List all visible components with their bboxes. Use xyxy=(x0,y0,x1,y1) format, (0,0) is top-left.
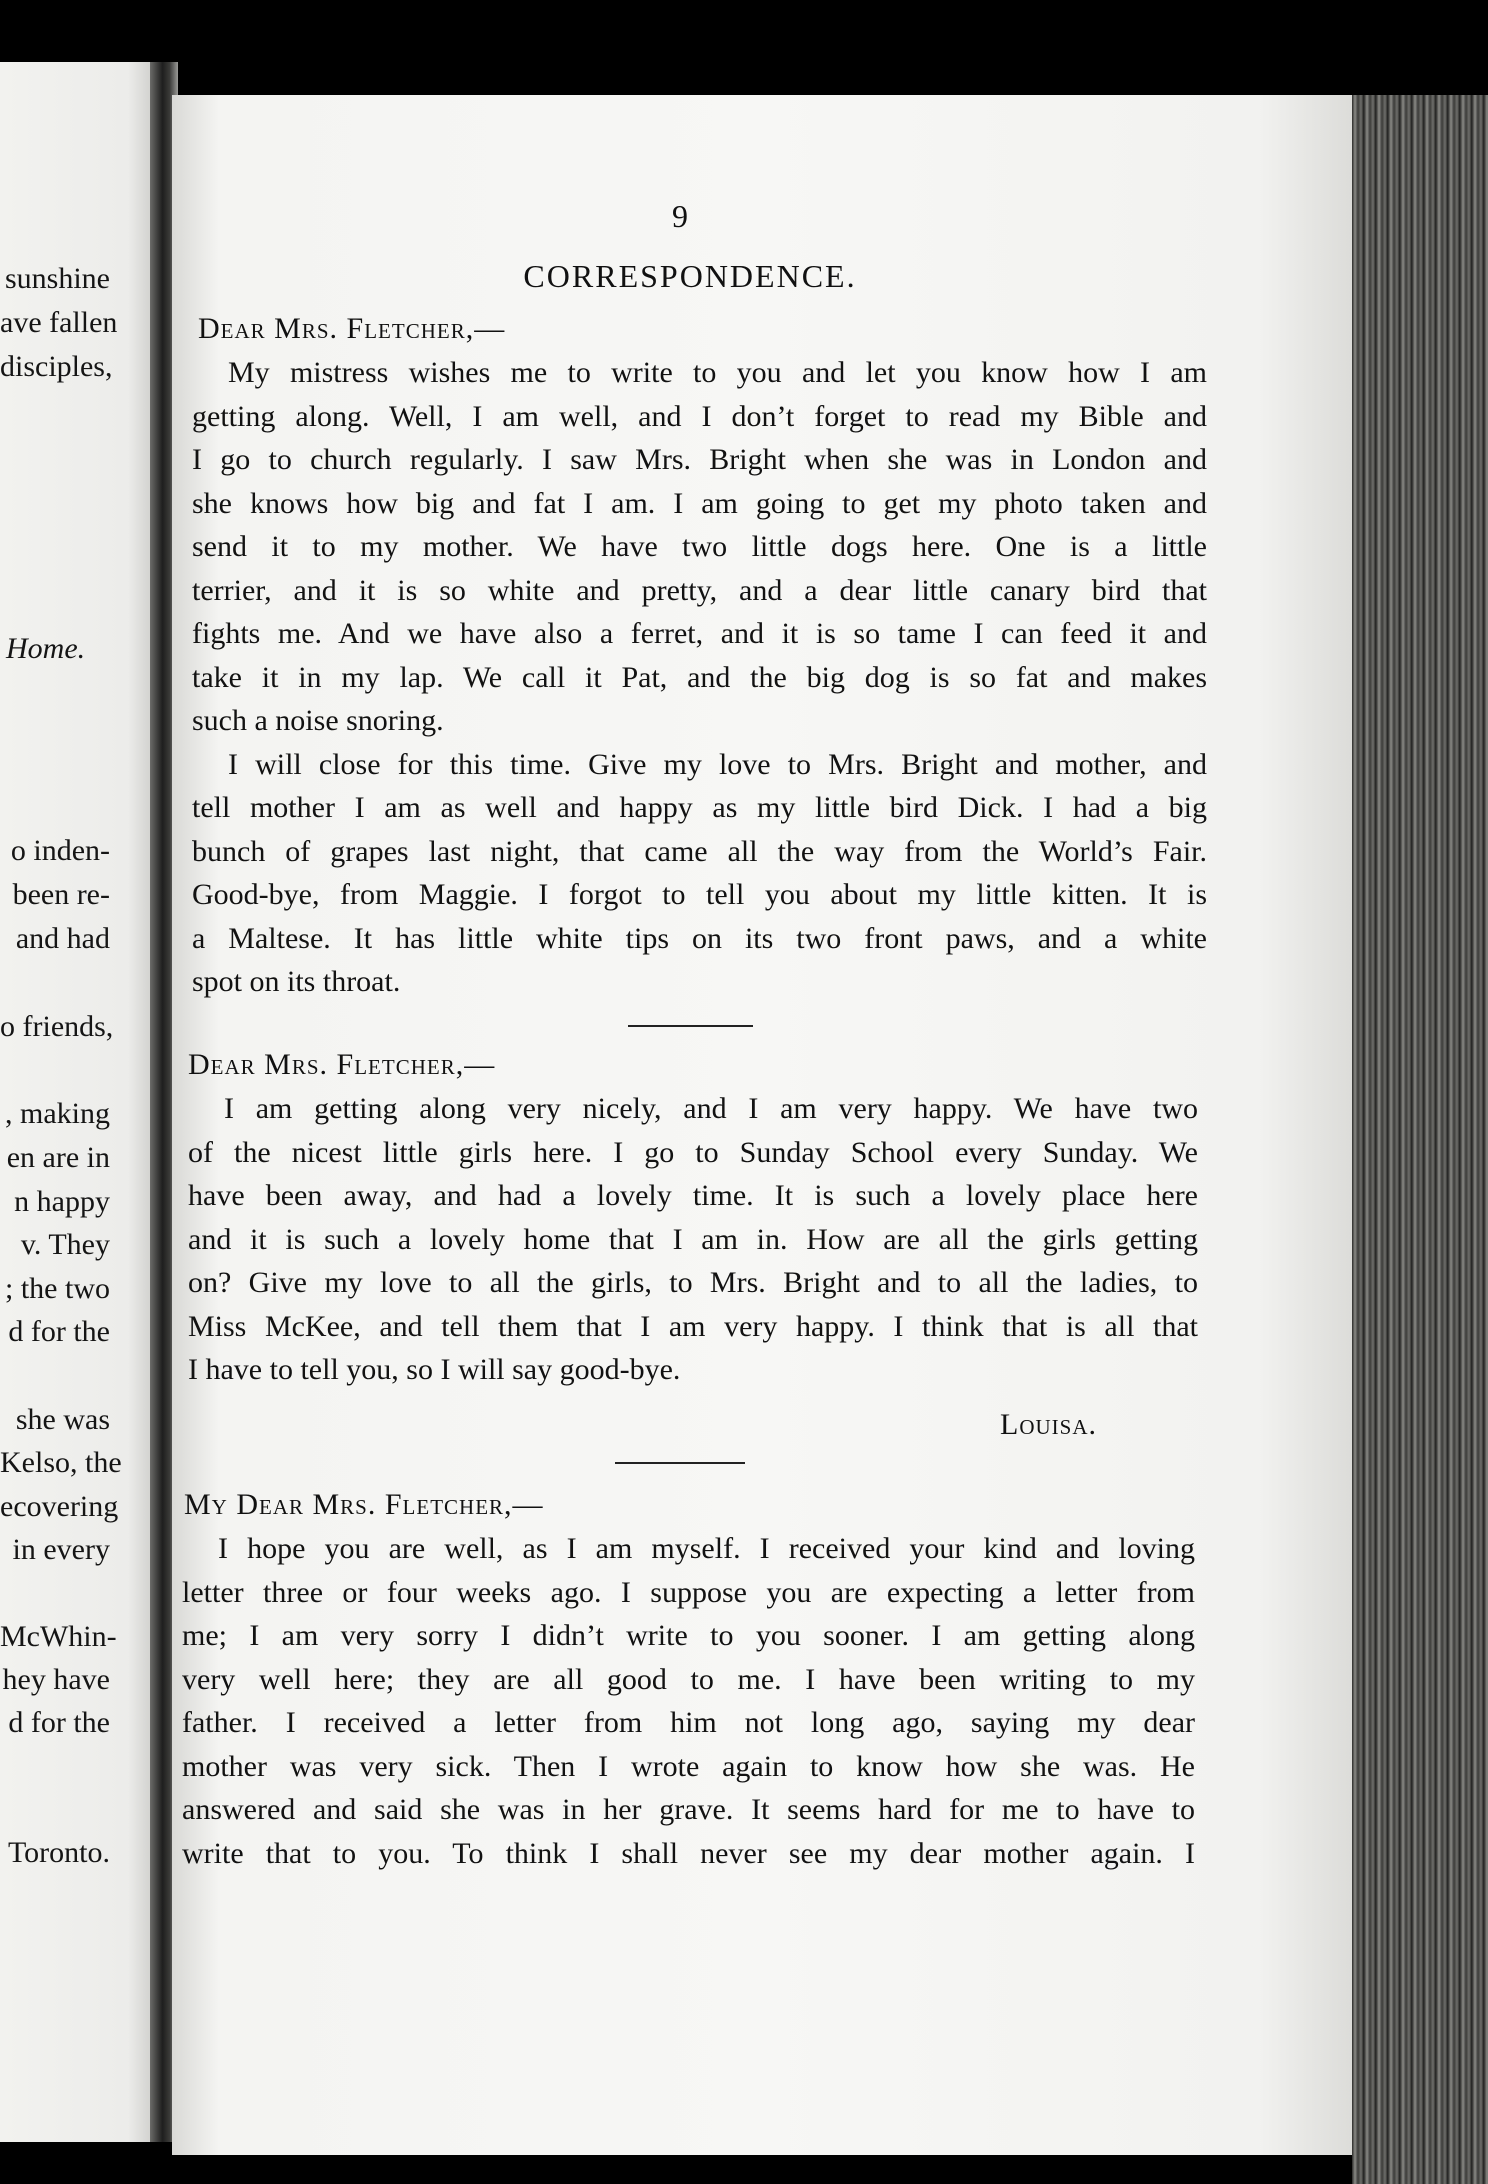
facing-page-line: ave fallen xyxy=(0,306,118,339)
facing-page-line: v. They xyxy=(20,1228,110,1261)
page-heading: CORRESPONDENCE. xyxy=(523,258,857,294)
letter1-line: tell mother I am as well and happy as my little bird Dick. I had a big xyxy=(192,791,1207,824)
letter3-line: write that to you. To think I shall never see my dear mother again. I xyxy=(182,1836,1195,1870)
facing-page-line: d for the xyxy=(8,1315,110,1348)
facing-page-line: o friends, xyxy=(0,1010,114,1043)
letter2-line: on? Give my love to all the girls, to Mrs. Bright and to all the ladies, to xyxy=(188,1266,1198,1299)
letter2-line: I am getting along very nicely, and I am very happy. We have two xyxy=(224,1092,1198,1125)
letter2-signature: Louisa. xyxy=(1000,1408,1097,1441)
letter1-line: a Maltese. It has little white tips on its two front paws, and a white xyxy=(192,921,1207,955)
letter3-line: letter three or four weeks ago. I suppose you are expecting a letter from xyxy=(182,1575,1195,1609)
letter1-line: getting along. Well, I am well, and I don’t forget to read my Bible and xyxy=(192,399,1207,433)
letter2-line: of the nicest little girls here. I go to Sunday School every Sunday. We xyxy=(188,1135,1198,1169)
letter1-salutation: Dear Mrs. Fletcher,— xyxy=(198,312,506,345)
letter3-line: father. I received a letter from him not long ago, saying my dear xyxy=(182,1706,1195,1739)
letter1-line: fights me. And we have also a ferret, and it is so tame I can feed it and xyxy=(192,617,1207,650)
facing-page-line: hey have xyxy=(2,1663,110,1696)
letter1-line: such a noise snoring. xyxy=(192,704,444,737)
page-number: 9 xyxy=(672,198,688,234)
letter1-line: bunch of grapes last night, that came all the way from the World’s Fair. xyxy=(192,834,1207,868)
letter2-line: I have to tell you, so I will say good-bye. xyxy=(188,1353,681,1386)
facing-page-line: Home. xyxy=(6,632,86,665)
letter3-line: mother was very sick. Then I wrote again to know how she was. He xyxy=(182,1749,1195,1783)
letter2-salutation: Dear Mrs. Fletcher,— xyxy=(188,1048,496,1081)
letter3-line: very well here; they are all good to me. I have been writing to my xyxy=(182,1662,1195,1696)
letter1-line: I go to church regularly. I saw Mrs. Bright when she was in London and xyxy=(192,443,1207,476)
facing-page-line: sunshine xyxy=(5,262,110,295)
facing-page-line: , making xyxy=(5,1097,110,1130)
facing-page-line: in every xyxy=(12,1533,110,1566)
facing-page xyxy=(0,62,160,2142)
letter-divider xyxy=(628,1025,753,1027)
facing-page-line: d for the xyxy=(8,1706,110,1739)
letter1-line: Good-bye, from Maggie. I forgot to tell you about my little kitten. It is xyxy=(192,878,1207,911)
facing-page-line: ecovering xyxy=(0,1490,119,1523)
letter1-line: take it in my lap. We call it Pat, and the big dog is so fat and makes xyxy=(192,660,1207,694)
letter1-line: I will close for this time. Give my love to Mrs. Bright and mother, and xyxy=(228,747,1207,781)
letter3-salutation: My Dear Mrs. Fletcher,— xyxy=(184,1488,544,1521)
facing-page-line: ; the two xyxy=(5,1272,110,1305)
facing-page-line: en are in xyxy=(6,1141,110,1174)
letter1-line: send it to my mother. We have two little dogs here. One is a little xyxy=(192,530,1207,563)
letter2-line: have been away, and had a lovely time. It is such a lovely place here xyxy=(188,1179,1198,1212)
facing-page-line: Toronto. xyxy=(7,1836,110,1869)
facing-page-line: been re- xyxy=(12,878,110,911)
letter1-line: My mistress wishes me to write to you and let you know how I am xyxy=(228,356,1207,389)
facing-page-line: and had xyxy=(15,922,110,955)
facing-page-line: Kelso, the xyxy=(0,1446,122,1479)
letter1-line: spot on its throat. xyxy=(192,965,401,998)
letter1-line: she knows how big and fat I am. I am going to get my photo taken and xyxy=(192,486,1207,520)
letter-divider xyxy=(615,1462,745,1464)
page-edges xyxy=(1352,95,1488,2184)
facing-page-line: she was xyxy=(15,1403,110,1436)
facing-page-line: disciples, xyxy=(0,350,113,383)
facing-page-line: McWhin- xyxy=(0,1620,117,1653)
facing-page-line: n happy xyxy=(14,1185,110,1218)
letter3-line: I hope you are well, as I am myself. I received your kind and loving xyxy=(218,1532,1195,1565)
facing-page-line: o inden- xyxy=(10,834,110,867)
letter2-line: and it is such a lovely home that I am in. How are all the girls getting xyxy=(188,1222,1198,1256)
letter3-line: answered and said she was in her grave. It seems hard for me to have to xyxy=(182,1793,1195,1826)
letter1-line: terrier, and it is so white and pretty, and a dear little canary bird that xyxy=(192,573,1207,607)
letter3-line: me; I am very sorry I didn’t write to you sooner. I am getting along xyxy=(182,1619,1195,1652)
letter2-line: Miss McKee, and tell them that I am very happy. I think that is all that xyxy=(188,1309,1198,1343)
